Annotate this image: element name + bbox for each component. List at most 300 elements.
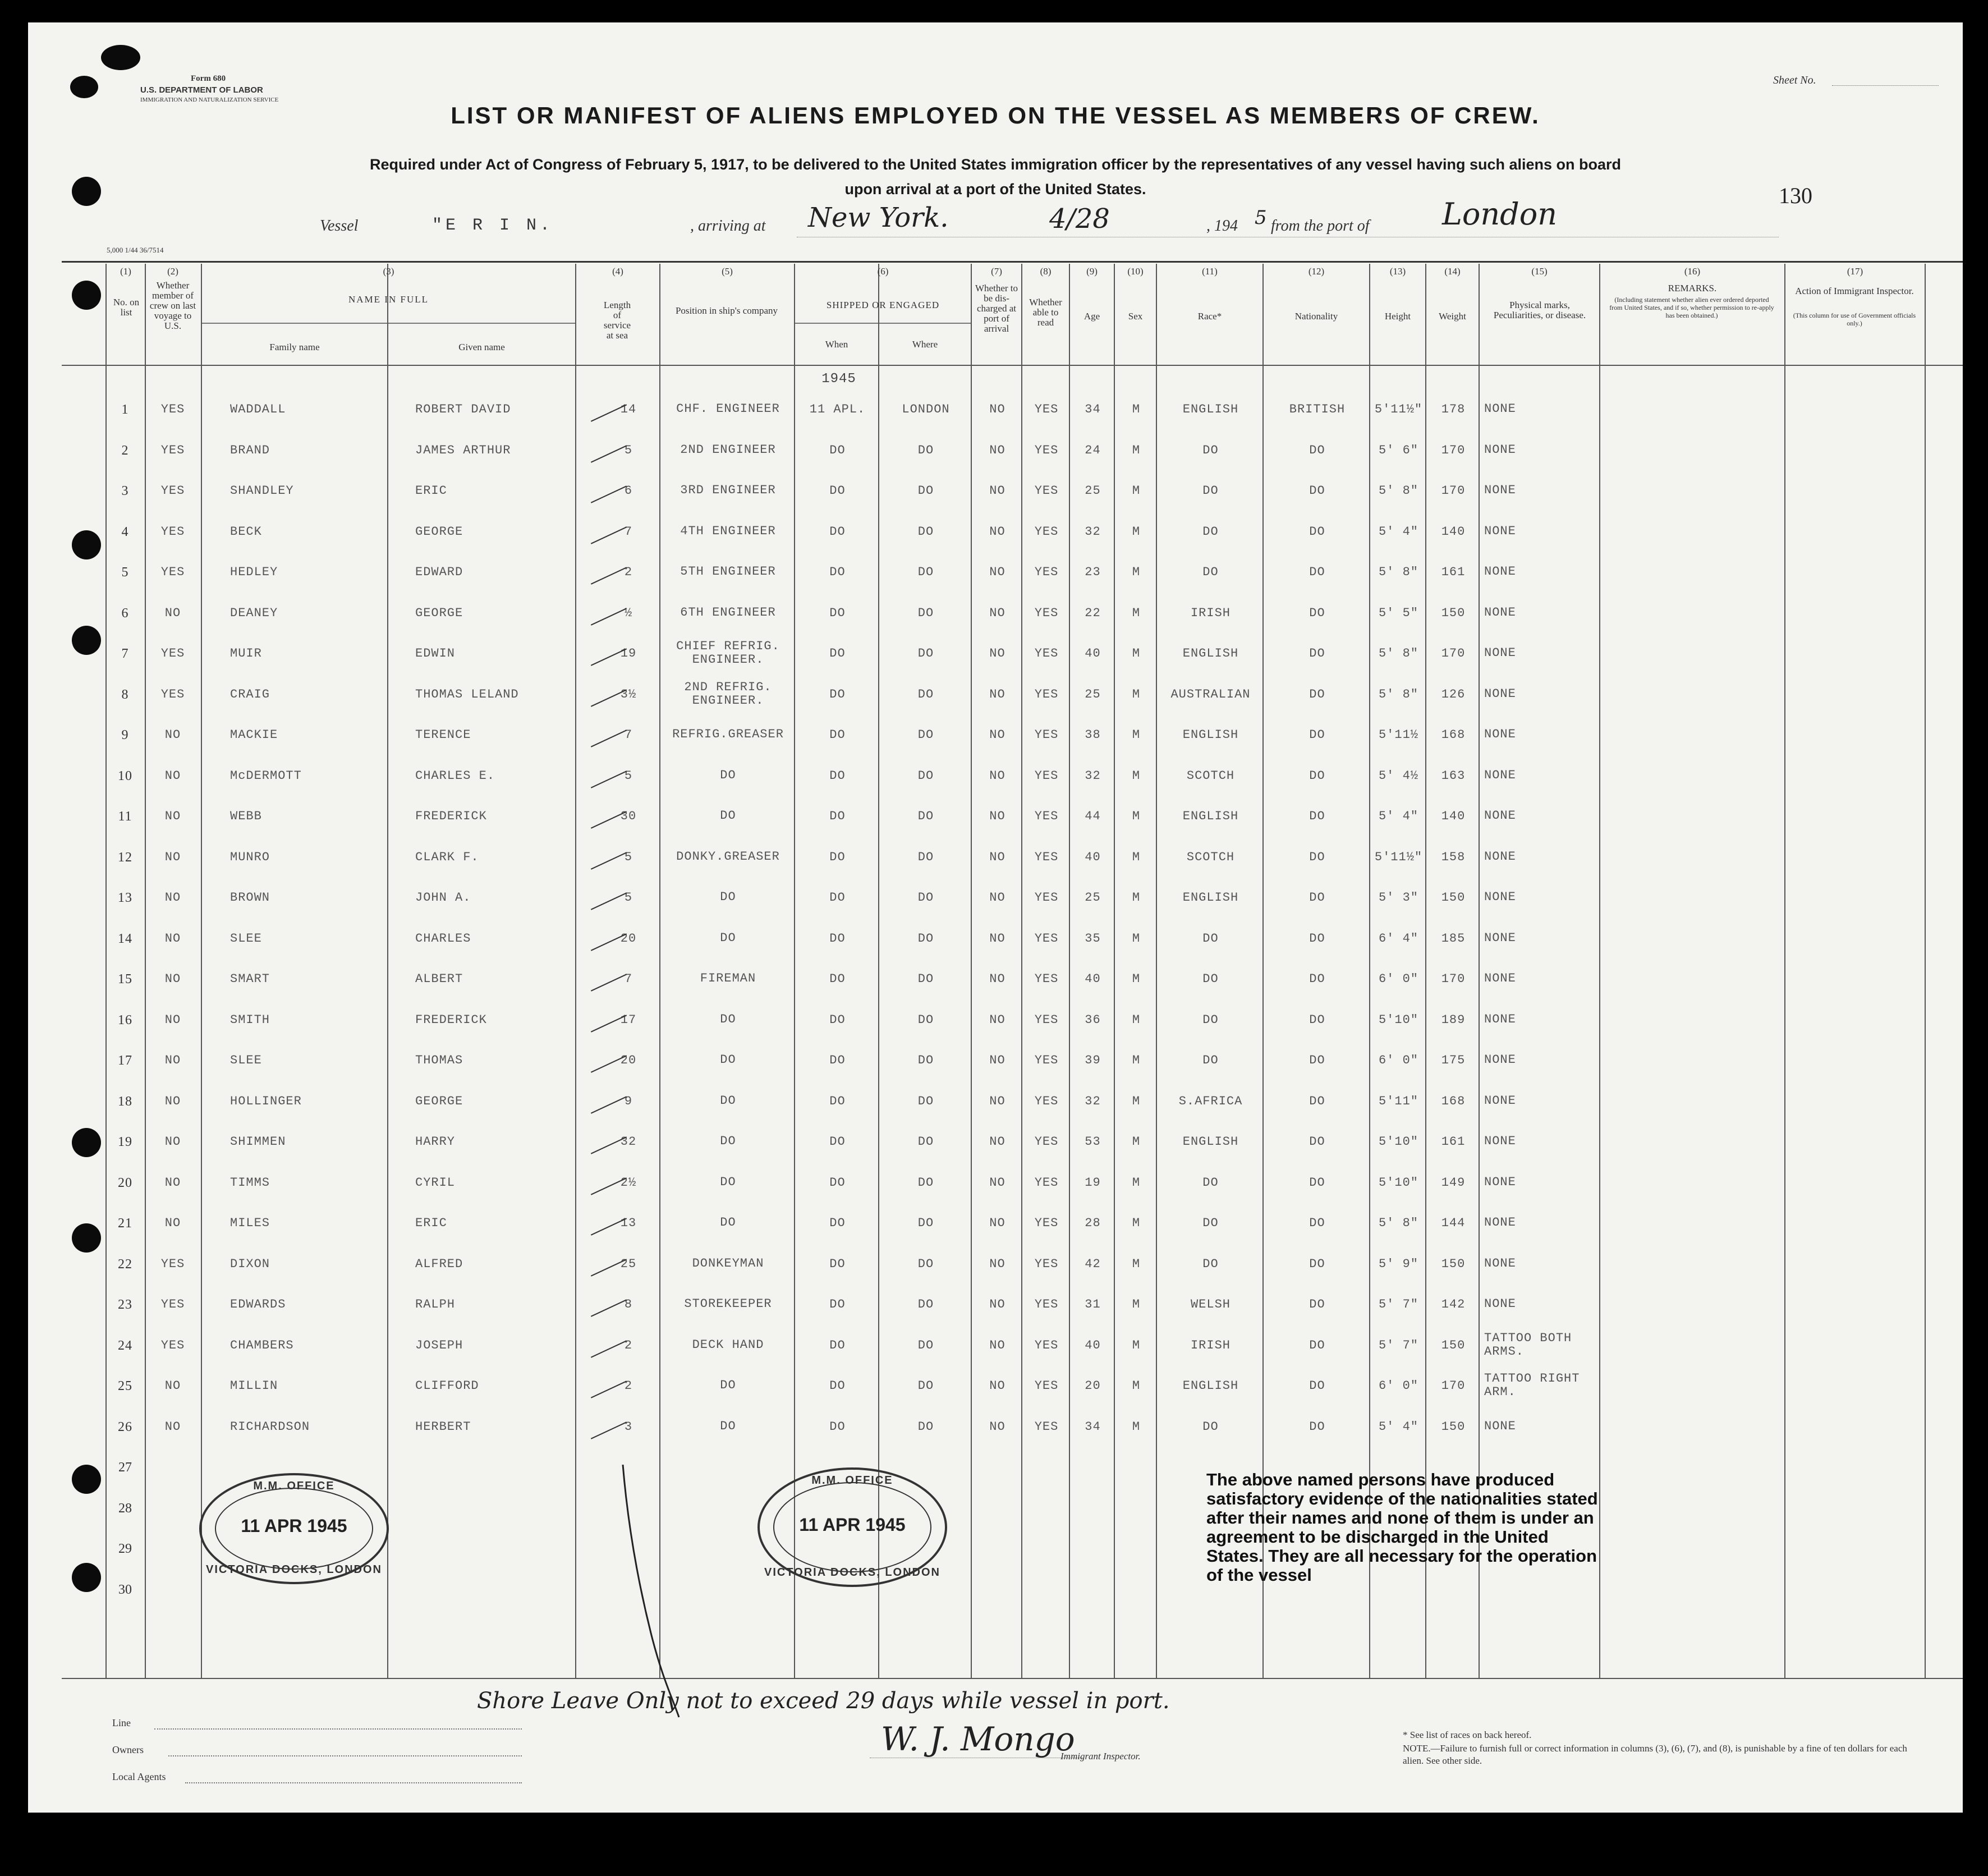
physical-marks: NONE xyxy=(1484,727,1516,741)
family-name: BRAND xyxy=(230,443,270,457)
nationality: DO xyxy=(1309,1175,1325,1190)
given-name: HERBERT xyxy=(415,1419,471,1434)
family-name: BECK xyxy=(230,524,262,539)
family-name: McDERMOTT xyxy=(230,768,302,783)
col6-when-header: When xyxy=(825,339,848,350)
binder-hole xyxy=(72,281,101,310)
col16-header: REMARKS. xyxy=(1668,283,1717,293)
position: 6TH ENGINEER xyxy=(680,605,776,620)
age: 34 xyxy=(1085,402,1101,416)
service-length: 30 xyxy=(620,809,637,823)
crew-row xyxy=(28,1413,1963,1447)
able-to-read: YES xyxy=(1034,728,1059,742)
prev-voyage: YES xyxy=(160,402,185,416)
shipped-where: DO xyxy=(917,728,934,742)
weight: 150 xyxy=(1441,891,1466,905)
crew-row xyxy=(28,1047,1963,1080)
row-number: 7 xyxy=(121,646,129,661)
given-name: TERENCE xyxy=(415,728,471,742)
shipped-where: DO xyxy=(917,646,934,661)
service-length: 2 xyxy=(624,565,633,579)
able-to-read: YES xyxy=(1034,646,1059,661)
able-to-read: YES xyxy=(1034,891,1059,905)
sex: M xyxy=(1132,1135,1141,1149)
row-number: 1 xyxy=(121,402,129,417)
family-name: SMART xyxy=(230,972,270,986)
given-name: EDWARD xyxy=(415,565,463,579)
shipped-where: LONDON xyxy=(902,402,950,416)
col7-header: Whether to be dis-charged at port of arrival xyxy=(975,283,1018,334)
crew-row xyxy=(28,477,1963,511)
row-number: 21 xyxy=(118,1216,132,1231)
row-number: 12 xyxy=(118,850,132,865)
physical-marks: TATTOO BOTH ARMS. xyxy=(1484,1331,1572,1359)
prev-voyage: NO xyxy=(164,972,181,986)
discharged: NO xyxy=(989,1379,1006,1393)
age: 40 xyxy=(1085,850,1101,864)
age: 32 xyxy=(1085,1094,1101,1108)
shipped-when: DO xyxy=(829,1338,846,1352)
height: 5' 4" xyxy=(1378,1419,1418,1434)
family-name: MUIR xyxy=(230,646,262,661)
shipped-when: DO xyxy=(829,809,846,823)
col13-number: (13) xyxy=(1389,266,1406,277)
nationality: DO xyxy=(1309,565,1325,579)
family-name: EDWARDS xyxy=(230,1297,286,1311)
height: 5' 7" xyxy=(1378,1297,1418,1311)
shipped-where: DO xyxy=(917,809,934,823)
age: 44 xyxy=(1085,809,1101,823)
col5-number: (5) xyxy=(722,266,733,277)
discharged: NO xyxy=(989,1419,1006,1434)
discharged: NO xyxy=(989,1012,1006,1027)
physical-marks: NONE xyxy=(1484,1012,1516,1026)
col5-header: Position in ship's company xyxy=(675,305,778,316)
height: 5'10" xyxy=(1378,1012,1418,1027)
race: SCOTCH xyxy=(1186,850,1235,864)
nationality: DO xyxy=(1309,1012,1325,1027)
nationality: DO xyxy=(1309,1419,1325,1434)
col6-number: (6) xyxy=(877,266,889,277)
crew-row xyxy=(28,396,1963,429)
shipped-when: DO xyxy=(829,687,846,701)
able-to-read: YES xyxy=(1034,1053,1059,1067)
position: DO xyxy=(720,890,736,904)
prev-voyage: YES xyxy=(160,1297,185,1311)
shipped-when: DO xyxy=(829,1379,846,1393)
physical-marks: NONE xyxy=(1484,565,1516,579)
discharged: NO xyxy=(989,1053,1006,1067)
weight: 158 xyxy=(1441,850,1466,864)
able-to-read: YES xyxy=(1034,524,1059,539)
age: 22 xyxy=(1085,606,1101,620)
nationality: DO xyxy=(1309,850,1325,864)
shipped-when: DO xyxy=(829,1175,846,1190)
row-number: 11 xyxy=(118,809,132,824)
col3-header: NAME IN FULL xyxy=(348,294,429,305)
row-number: 15 xyxy=(118,972,132,987)
position: DO xyxy=(720,1134,736,1148)
shore-leave-note: Shore Leave Only not to exceed 29 days while vessel in port. xyxy=(477,1688,1170,1714)
sex: M xyxy=(1132,1012,1141,1027)
position: 2ND ENGINEER xyxy=(680,442,776,457)
race: WELSH xyxy=(1190,1297,1231,1311)
shipped-where: DO xyxy=(917,524,934,539)
shipped-when: DO xyxy=(829,1094,846,1108)
race: S.AFRICA xyxy=(1178,1094,1243,1108)
service-length: 32 xyxy=(620,1135,637,1149)
from-port: London xyxy=(1442,196,1558,232)
prev-voyage: NO xyxy=(164,1135,181,1149)
family-name: SHIMMEN xyxy=(230,1135,286,1149)
fine-note: NOTE.—Failure to furnish full or correct information in columns (3), (6), (7), and (8), is punishable by a fine of ten dollars for each alien. See other side. xyxy=(1403,1743,1907,1766)
col16-number: (16) xyxy=(1684,266,1701,277)
position: 5TH ENGINEER xyxy=(680,565,776,579)
race: DO xyxy=(1202,972,1219,986)
prev-voyage: YES xyxy=(160,565,185,579)
weight: 150 xyxy=(1441,1256,1466,1271)
service-length: 13 xyxy=(620,1216,637,1230)
crew-row xyxy=(28,1209,1963,1243)
shipped-subheader-line xyxy=(794,323,971,324)
height: 5' 4" xyxy=(1378,524,1418,539)
nationality: DO xyxy=(1309,646,1325,661)
col9-number: (9) xyxy=(1086,266,1098,277)
sex: M xyxy=(1132,1297,1141,1311)
nationality: DO xyxy=(1309,443,1325,457)
from-port-label: from the port of xyxy=(1271,217,1370,235)
binder-hole xyxy=(72,1465,101,1494)
family-name: SMITH xyxy=(230,1012,270,1027)
physical-marks: NONE xyxy=(1484,1297,1516,1311)
col10-number: (10) xyxy=(1127,266,1144,277)
col6-where-header: Where xyxy=(912,339,938,350)
family-name: CHAMBERS xyxy=(230,1338,294,1352)
shipped-when: DO xyxy=(829,931,846,946)
discharged: NO xyxy=(989,565,1006,579)
crew-row xyxy=(28,599,1963,633)
age: 28 xyxy=(1085,1216,1101,1230)
prev-voyage: YES xyxy=(160,524,185,539)
service-length: 17 xyxy=(620,1012,637,1027)
shipped-where: DO xyxy=(917,1012,934,1027)
crew-row xyxy=(28,1088,1963,1121)
able-to-read: YES xyxy=(1034,1379,1059,1393)
office-stamp-left xyxy=(199,1473,389,1584)
height: 6' 0" xyxy=(1378,1379,1418,1393)
shipped-where: DO xyxy=(917,1379,934,1393)
table-bottom-border xyxy=(62,1678,1963,1679)
shipped-where: DO xyxy=(917,1419,934,1434)
nationality: DO xyxy=(1309,1094,1325,1108)
nationality: DO xyxy=(1309,524,1325,539)
weight: 140 xyxy=(1441,524,1466,539)
height: 5'11½ xyxy=(1378,728,1418,742)
race: ENGLISH xyxy=(1182,1379,1239,1393)
nationality: DO xyxy=(1309,606,1325,620)
ink-blot xyxy=(101,45,140,70)
physical-marks: NONE xyxy=(1484,442,1516,457)
office-stamp-right xyxy=(757,1467,947,1587)
race: ENGLISH xyxy=(1182,728,1239,742)
physical-marks: NONE xyxy=(1484,890,1516,904)
prev-voyage: NO xyxy=(164,1053,181,1067)
discharged: NO xyxy=(989,931,1006,946)
crew-row xyxy=(28,1006,1963,1040)
given-name: JAMES ARTHUR xyxy=(415,443,511,457)
physical-marks: NONE xyxy=(1484,1134,1516,1148)
height: 5' 4" xyxy=(1378,809,1418,823)
family-name: DIXON xyxy=(230,1256,270,1271)
given-name: ROBERT DAVID xyxy=(415,402,511,416)
col2-header: Whether member of crew on last voyage to U.S. xyxy=(149,280,196,331)
given-name: CHARLES E. xyxy=(415,768,495,783)
height: 5' 8" xyxy=(1378,484,1418,498)
col17-subheader: (This column for use of Government officials only.) xyxy=(1793,311,1916,327)
col8-number: (8) xyxy=(1040,266,1052,277)
stamp-top-text: M.M. OFFICE xyxy=(253,1480,335,1492)
header-bottom-border xyxy=(62,365,1963,366)
physical-marks: NONE xyxy=(1484,1053,1516,1067)
sex: M xyxy=(1132,768,1141,783)
col10-header: Sex xyxy=(1128,311,1143,322)
family-name: TIMMS xyxy=(230,1175,270,1190)
col4-header: Length of service at sea xyxy=(603,300,631,341)
sheet-number-line xyxy=(1832,85,1939,86)
family-name: HEDLEY xyxy=(230,565,278,579)
race: DO xyxy=(1202,1216,1219,1230)
nationality: DO xyxy=(1309,1256,1325,1271)
nationality: DO xyxy=(1309,1297,1325,1311)
sex: M xyxy=(1132,606,1141,620)
crew-row xyxy=(28,1372,1963,1406)
crew-row xyxy=(28,640,1963,673)
given-name: GEORGE xyxy=(415,606,463,620)
race: ENGLISH xyxy=(1182,1135,1239,1149)
prev-voyage: NO xyxy=(164,1094,181,1108)
discharged: NO xyxy=(989,1094,1006,1108)
col9-header: Age xyxy=(1083,311,1100,322)
physical-marks: NONE xyxy=(1484,1093,1516,1108)
age: 42 xyxy=(1085,1256,1101,1271)
col3-given-header: Given name xyxy=(458,342,505,352)
sex: M xyxy=(1132,443,1141,457)
age: 35 xyxy=(1085,931,1101,946)
prev-voyage: NO xyxy=(164,728,181,742)
col15-header: Physical marks, Peculiarities, or disease. xyxy=(1493,300,1586,320)
age: 25 xyxy=(1085,687,1101,701)
page-number: 130 xyxy=(1779,183,1812,208)
position: DO xyxy=(720,768,736,782)
nationality: BRITISH xyxy=(1289,402,1346,416)
service-name: IMMIGRATION AND NATURALIZATION SERVICE xyxy=(140,97,279,103)
given-name: ERIC xyxy=(415,484,447,498)
crew-row xyxy=(28,1250,1963,1284)
physical-marks: NONE xyxy=(1484,483,1516,497)
shipped-when: DO xyxy=(829,443,846,457)
races-note: * See list of races on back hereof. xyxy=(1403,1730,1532,1740)
nationality: DO xyxy=(1309,1053,1325,1067)
weight: 150 xyxy=(1441,1338,1466,1352)
family-name: MILLIN xyxy=(230,1379,278,1393)
age: 40 xyxy=(1085,1338,1101,1352)
shipped-when: 11 APL. xyxy=(809,402,866,416)
able-to-read: YES xyxy=(1034,1256,1059,1271)
age: 19 xyxy=(1085,1175,1101,1190)
col3-family-header: Family name xyxy=(269,342,320,352)
prev-voyage: YES xyxy=(160,687,185,701)
prev-voyage: NO xyxy=(164,1216,181,1230)
physical-marks: NONE xyxy=(1484,1175,1516,1189)
able-to-read: YES xyxy=(1034,402,1059,416)
given-name: GEORGE xyxy=(415,1094,463,1108)
shipped-where: DO xyxy=(917,972,934,986)
discharged: NO xyxy=(989,891,1006,905)
discharged: NO xyxy=(989,1297,1006,1311)
prev-voyage: NO xyxy=(164,768,181,783)
age: 24 xyxy=(1085,443,1101,457)
given-name: CLIFFORD xyxy=(415,1379,479,1393)
arriving-label: , arriving at xyxy=(690,217,766,235)
race: AUSTRALIAN xyxy=(1170,687,1251,701)
service-length: ½ xyxy=(624,606,633,620)
empty-row-number: 29 xyxy=(118,1542,132,1556)
given-name: JOHN A. xyxy=(415,891,471,905)
physical-marks: NONE xyxy=(1484,1419,1516,1433)
given-name: RALPH xyxy=(415,1297,456,1311)
position: STOREKEEPER xyxy=(684,1297,772,1311)
shipped-when: DO xyxy=(829,1256,846,1271)
shipped-when: DO xyxy=(829,972,846,986)
position: DO xyxy=(720,1419,736,1433)
nationality: DO xyxy=(1309,1216,1325,1230)
service-length: 2½ xyxy=(620,1175,637,1190)
weight: 163 xyxy=(1441,768,1466,783)
sex: M xyxy=(1132,1216,1141,1230)
position: DO xyxy=(720,1378,736,1392)
weight: 140 xyxy=(1441,809,1466,823)
race: ENGLISH xyxy=(1182,646,1239,661)
position: 2ND REFRIG. ENGINEER. xyxy=(684,680,772,708)
position: DONKY.GREASER xyxy=(676,849,780,864)
col12-header: Nationality xyxy=(1294,311,1338,322)
given-name: EDWIN xyxy=(415,646,456,661)
sex: M xyxy=(1132,1094,1141,1108)
race: ENGLISH xyxy=(1182,402,1239,416)
shipped-when: DO xyxy=(829,850,846,864)
family-name: MILES xyxy=(230,1216,270,1230)
crew-row xyxy=(28,802,1963,836)
race: ENGLISH xyxy=(1182,891,1239,905)
shipped-when: DO xyxy=(829,484,846,498)
nationality: DO xyxy=(1309,1135,1325,1149)
given-name: CLARK F. xyxy=(415,850,479,864)
height: 6' 0" xyxy=(1378,1053,1418,1067)
able-to-read: YES xyxy=(1034,1338,1059,1352)
stamp-date: 11 APR 1945 xyxy=(799,1515,906,1535)
sex: M xyxy=(1132,484,1141,498)
given-name: CHARLES xyxy=(415,931,471,946)
prev-voyage: NO xyxy=(164,1379,181,1393)
able-to-read: YES xyxy=(1034,484,1059,498)
physical-marks: NONE xyxy=(1484,930,1516,945)
able-to-read: YES xyxy=(1034,1094,1059,1108)
position: DO xyxy=(720,1175,736,1189)
sex: M xyxy=(1132,402,1141,416)
nationality: DO xyxy=(1309,1338,1325,1352)
given-name: FREDERICK xyxy=(415,809,487,823)
able-to-read: YES xyxy=(1034,931,1059,946)
crew-row xyxy=(28,965,1963,999)
shipped-when: DO xyxy=(829,646,846,661)
age: 32 xyxy=(1085,524,1101,539)
shipped-when: DO xyxy=(829,606,846,620)
weight: 178 xyxy=(1441,402,1466,416)
crew-row xyxy=(28,437,1963,470)
row-number: 25 xyxy=(118,1379,132,1393)
crew-row xyxy=(28,518,1963,552)
age: 20 xyxy=(1085,1379,1101,1393)
service-length: 19 xyxy=(620,646,637,661)
row-number: 26 xyxy=(118,1419,132,1434)
weight: 170 xyxy=(1441,443,1466,457)
family-name: DEANEY xyxy=(230,606,278,620)
discharged: NO xyxy=(989,1175,1006,1190)
empty-row-number: 30 xyxy=(118,1582,132,1597)
able-to-read: YES xyxy=(1034,687,1059,701)
race: DO xyxy=(1202,524,1219,539)
service-length: 9 xyxy=(624,1094,633,1108)
stamp-bottom-text: VICTORIA DOCKS, LONDON xyxy=(764,1566,940,1579)
service-length: 5 xyxy=(624,891,633,905)
height: 5'10" xyxy=(1378,1175,1418,1190)
shipped-when: DO xyxy=(829,768,846,783)
table-top-border xyxy=(62,261,1963,263)
col16-subheader: (Including statement whether alien ever ordered deported from United States, and if so, whether permission to re-apply has been obtained.) xyxy=(1609,296,1774,319)
row-number: 8 xyxy=(121,687,129,702)
col2-number: (2) xyxy=(167,266,178,277)
race: DO xyxy=(1202,1256,1219,1271)
nationality: DO xyxy=(1309,891,1325,905)
race: DO xyxy=(1202,1419,1219,1434)
able-to-read: YES xyxy=(1034,1175,1059,1190)
race: DO xyxy=(1202,484,1219,498)
print-code: 5,000 1/44 36/7514 xyxy=(107,246,164,254)
year-suffix: 5 xyxy=(1255,207,1267,229)
local-agents-field xyxy=(185,1782,522,1783)
shipped-when: DO xyxy=(829,1053,846,1067)
sex: M xyxy=(1132,524,1141,539)
shipped-when: DO xyxy=(829,728,846,742)
able-to-read: YES xyxy=(1034,443,1059,457)
service-length: 2 xyxy=(624,1379,633,1393)
age: 23 xyxy=(1085,565,1101,579)
crew-row xyxy=(28,1332,1963,1365)
prev-voyage: YES xyxy=(160,443,185,457)
nationality: DO xyxy=(1309,484,1325,498)
given-name: FREDERICK xyxy=(415,1012,487,1027)
shipped-where: DO xyxy=(917,1175,934,1190)
discharged: NO xyxy=(989,850,1006,864)
discharged: NO xyxy=(989,687,1006,701)
position: DO xyxy=(720,809,736,823)
weight: 144 xyxy=(1441,1216,1466,1230)
weight: 150 xyxy=(1441,606,1466,620)
physical-marks: NONE xyxy=(1484,1256,1516,1270)
row-number: 19 xyxy=(118,1135,132,1149)
position: CHIEF REFRIG. ENGINEER. xyxy=(676,639,780,667)
position: DO xyxy=(720,1053,736,1067)
